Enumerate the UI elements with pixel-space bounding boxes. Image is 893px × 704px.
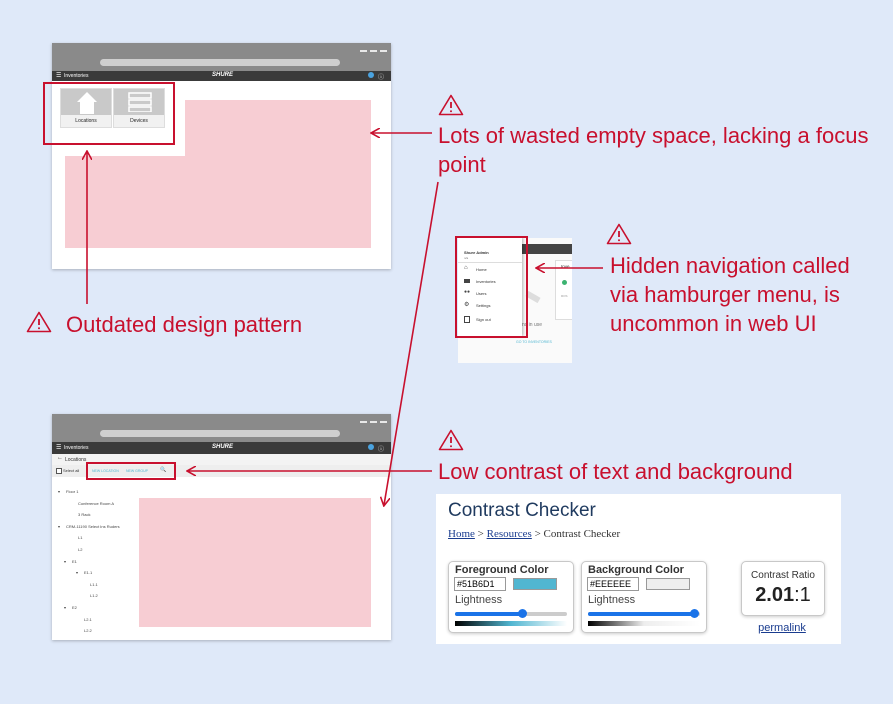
caret-down-icon[interactable]: ▾ [64, 605, 67, 610]
note-hidden-navigation: Hidden navigation called via hamburger menu, is uncommon in web UI [610, 253, 850, 336]
drawer-item-label: Settings [476, 303, 491, 308]
breadcrumb-separator: > [531, 528, 544, 540]
tree-item-label: E1 [72, 558, 77, 564]
note-outdated-design: Outdated design pattern [66, 312, 303, 337]
foreground-label: Foreground Color [455, 564, 549, 576]
tree-item-label: CRM-11190 Select Ins Ruders [66, 523, 120, 529]
peek-text: ROS [561, 294, 568, 298]
foreground-lightness-track[interactable] [455, 612, 567, 616]
help-icon[interactable]: ⓘ [378, 447, 385, 453]
foreground-lightness-gradient [455, 621, 567, 626]
tree-item-label: Conference Room A [78, 500, 115, 506]
contrast-ratio-label: Contrast Ratio [751, 570, 815, 581]
breadcrumb-current: Contrast Checker [543, 528, 621, 540]
tree-item-label: 3 Rack [78, 512, 91, 518]
background-lightness-gradient [588, 621, 700, 626]
drawer-subheader: n/a [464, 256, 469, 260]
background-color-card [581, 561, 707, 633]
warning-icon [438, 94, 464, 116]
tree-item-label: Floor 1 [66, 489, 79, 494]
background-label: Background Color [588, 564, 684, 576]
back-arrow-icon[interactable]: ← [57, 455, 63, 461]
tree-item-label: L2.2 [84, 628, 92, 634]
tree-item-label: E1.1 [84, 570, 93, 576]
background-hex-input[interactable] [587, 577, 639, 591]
gear-icon: ⚙ [464, 302, 470, 308]
background-lightness-label: Lightness [588, 594, 636, 606]
breadcrumb [448, 528, 620, 540]
tree-item-label: L1.1 [90, 581, 98, 587]
breadcrumb-resources-link[interactable]: Resources [486, 528, 532, 540]
back-label: Locations [65, 457, 87, 463]
background-lightness-fill [588, 612, 694, 616]
app-title: Inventories [64, 73, 89, 79]
drawer-item-label: Inventories [476, 279, 496, 284]
foreground-lightness-fill [455, 612, 522, 616]
contrast-ratio-suffix: :1 [794, 584, 811, 606]
foreground-color-card [448, 561, 574, 633]
drawer-item-label: Users [476, 291, 487, 296]
tree-item-label: E2 [72, 605, 77, 610]
hamburger-icon[interactable]: ☰ [56, 445, 62, 451]
help-icon[interactable]: ⓘ [378, 75, 385, 81]
note-wasted-space: Lots of wasted empty space, lacking a focus point [438, 123, 869, 177]
breadcrumb-separator: > [474, 528, 487, 540]
note-low-contrast: Low contrast of text and background [438, 459, 793, 484]
center-text: ns in use [522, 322, 543, 328]
tile-label: Locations [75, 118, 97, 124]
app-title: Inventories [64, 445, 89, 451]
contrast-ratio-card [741, 561, 825, 616]
warning-icon [26, 311, 52, 333]
foreground-hex-input[interactable] [454, 577, 506, 591]
tree-item-label: L2 [78, 547, 83, 552]
foreground-swatch[interactable] [513, 578, 557, 590]
caret-down-icon[interactable]: ▾ [58, 523, 61, 529]
home-icon: ⌂ [464, 265, 468, 271]
tree-item-label: L2.1 [84, 616, 92, 622]
caret-down-icon[interactable]: ▾ [76, 570, 79, 576]
warning-icon [438, 429, 464, 451]
peek-title: Inve [561, 264, 570, 269]
background-lightness-thumb[interactable] [690, 609, 699, 618]
tree-item-label: L1 [78, 535, 83, 541]
background-lightness-track[interactable] [588, 612, 700, 616]
foreground-lightness-thumb[interactable] [518, 609, 527, 618]
tile-label: Devices [130, 118, 148, 124]
permalink-link[interactable]: permalink [758, 622, 806, 634]
select-all-label: Select all [63, 468, 80, 473]
drawer-header: Shure Admin [464, 250, 489, 255]
caret-down-icon[interactable]: ▾ [58, 489, 61, 494]
search-icon[interactable]: 🔍 [160, 467, 167, 473]
caret-down-icon[interactable]: ▾ [64, 558, 67, 564]
hamburger-icon[interactable]: ☰ [56, 73, 62, 79]
contrast-checker-title: Contrast Checker [448, 500, 596, 521]
breadcrumb-home-link[interactable]: Home [448, 528, 475, 540]
users-icon: ●● [464, 289, 471, 295]
arrow-wasted-space-lower [384, 182, 438, 505]
brand-logo: SHURE [212, 444, 234, 450]
warning-icon [606, 223, 632, 245]
drawer-item-label: Sign out [476, 317, 491, 322]
foreground-lightness-label: Lightness [455, 594, 503, 606]
new-location-button[interactable]: NEW LOCATION [92, 469, 119, 473]
drawer-item-label: Home [476, 267, 487, 272]
brand-logo: SHURE [212, 72, 234, 78]
new-group-button[interactable]: NEW GROUP [126, 469, 148, 473]
contrast-ratio-value [742, 584, 824, 607]
tree-item-label: L1.2 [90, 593, 98, 599]
contrast-checker-screenshot [436, 494, 841, 644]
background-swatch[interactable] [646, 578, 690, 590]
go-to-inventories-link[interactable]: GO TO INVENTORIES [516, 340, 552, 344]
contrast-ratio-number: 2.01 [755, 584, 795, 606]
